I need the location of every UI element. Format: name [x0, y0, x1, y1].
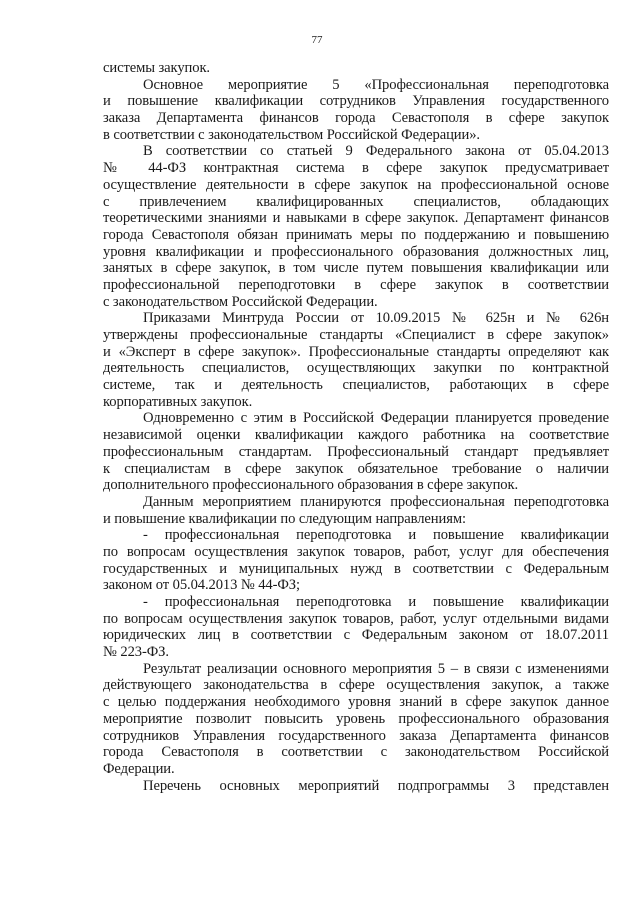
text-line: сотрудников Управления государственного заказа Департамента финансов	[103, 727, 609, 744]
text-line: теоретическими знаниями и навыками в сфере закупок. Департамент финансов	[103, 210, 609, 227]
text-line: № 44-ФЗ контрактная система в сфере закупок предусматривает	[103, 160, 609, 177]
text-line: деятельность специалистов, осуществляющих закупки по контрактной	[103, 360, 609, 377]
text-line: с законодательством Российской Федерации.	[103, 293, 378, 310]
text-line: Основное мероприятие 5 «Профессиональная переподготовка	[143, 76, 609, 93]
text-line: - профессиональная переподготовка и повышение квалификации	[143, 527, 609, 544]
text-line: № 223-ФЗ.	[103, 644, 169, 661]
text-line: законом от 05.04.2013 № 44-ФЗ;	[103, 577, 300, 594]
text-line: и повышение квалификации по следующим направлениям:	[103, 510, 466, 527]
text-line: осуществление деятельности в сфере закупок на профессиональной основе	[103, 176, 609, 193]
text-line: корпоративных закупок.	[103, 393, 253, 410]
body-text	[103, 60, 609, 794]
text-line: уровня квалификации и профессионального образования должностных лиц,	[103, 243, 609, 260]
text-line: и повышение квалификации сотрудников Управления государственного	[103, 93, 609, 110]
text-line: заказа Департамента финансов города Севастополя в сфере закупок	[103, 110, 609, 127]
text-line: утверждены профессиональные стандарты «Специалист в сфере закупок»	[103, 327, 609, 343]
text-line: дополнительного профессионального образования в сфере закупок.	[103, 477, 519, 494]
text-line: системе, так и деятельность специалистов, работающих в сфере	[103, 377, 609, 394]
text-line: системы закупок.	[103, 60, 210, 76]
text-line: Данным мероприятием планируются профессиональная переподготовка	[143, 493, 609, 510]
text-line: действующего законодательства в сфере осуществления закупок, а также	[103, 677, 609, 694]
text-line: Одновременно с этим в Российской Федерации планируется проведение	[143, 410, 609, 427]
text-line: с привлечением квалифицированных специалистов, обладающих	[103, 193, 609, 210]
text-line: Перечень основных мероприятий подпрограммы 3 представлен	[143, 777, 609, 794]
text-line: к специалистам в сфере закупок обязательное требование о наличии	[103, 460, 609, 477]
page-number: 77	[311, 34, 323, 46]
text-line: В соответствии со статьей 9 Федерального закона от 05.04.2013	[143, 143, 609, 160]
text-line: профессиональным стандартам. Профессиональный стандарт предъявляет	[103, 443, 609, 460]
text-line: Федерации.	[103, 760, 175, 777]
text-line: по вопросам осуществления закупок товаров, работ, услуг отдельными видами	[103, 610, 609, 627]
text-line: города Севастополя в соответствии с законодательством Российской	[103, 744, 609, 761]
text-line: государственных и муниципальных нужд в соответствии с Федеральным	[103, 560, 609, 577]
text-line: независимой оценки квалификации каждого работника на соответствие	[103, 427, 609, 444]
text-line: города Севастополя обязан принимать меры по поддержанию и повышению	[103, 226, 609, 243]
text-line: по вопросам осуществления закупок товаров, работ, услуг для обеспечения	[103, 543, 609, 560]
text-line: профессиональной переподготовки в сфере закупок в соответствии	[103, 276, 609, 293]
text-line: занятых в сфере закупок, в том числе путем повышения квалификации или	[103, 260, 609, 277]
text-line: и «Эксперт в сфере закупок». Профессиональные стандарты определяют как	[103, 343, 609, 360]
text-line: с целью поддержания необходимого уровня знаний в сфере закупок данное	[103, 694, 609, 711]
text-line: Приказами Минтруда России от 10.09.2015 № 625н и № 626н	[143, 310, 609, 327]
text-line: мероприятие позволит повысить уровень профессионального образования	[103, 710, 609, 727]
text-line: юридических лиц в соответствии с Федеральным законом от 18.07.2011	[103, 627, 609, 644]
text-line: в соответствии с законодательством Российской Федерации».	[103, 126, 480, 143]
text-line: Результат реализации основного мероприятия 5 – в связи с изменениями	[143, 660, 609, 677]
text-line: - профессиональная переподготовка и повышение квалификации	[143, 594, 609, 610]
